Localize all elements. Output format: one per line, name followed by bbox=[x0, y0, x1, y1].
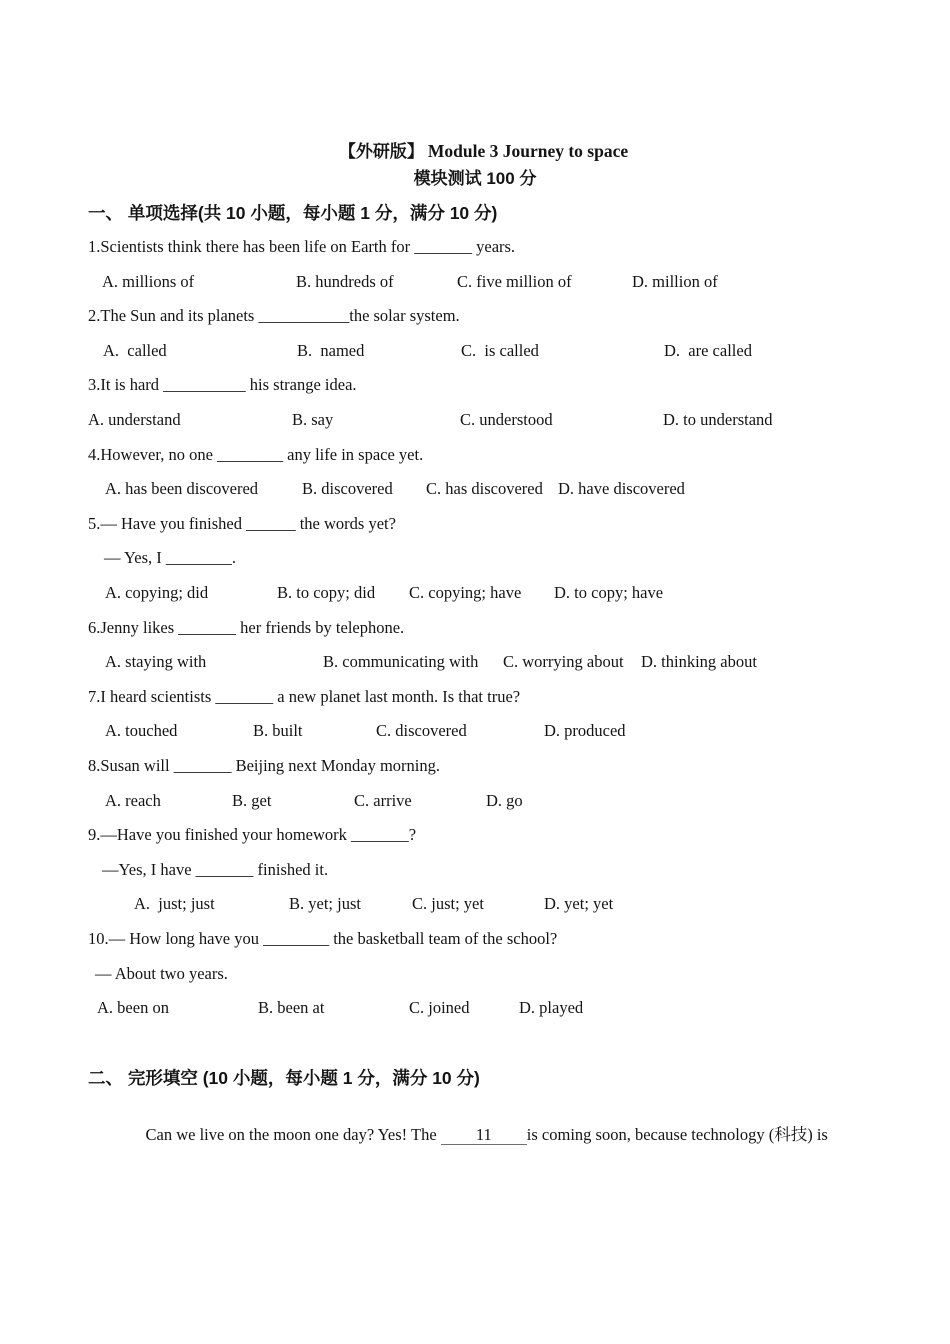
option-b: B. been at bbox=[258, 998, 325, 1017]
option-a: A. just; just bbox=[134, 894, 215, 913]
question-options bbox=[0, 651, 950, 674]
question-options bbox=[0, 409, 950, 432]
option-d: D. to understand bbox=[663, 410, 773, 429]
option-c: C. understood bbox=[460, 410, 553, 429]
question-stem: 7.I heard scientists _______ a new planet last month. Is that true? bbox=[88, 687, 521, 706]
question-options bbox=[0, 478, 950, 501]
option-b: B. say bbox=[292, 410, 334, 429]
option-c: C. joined bbox=[409, 998, 470, 1017]
doc-subtitle: 模块测试 100 分 bbox=[413, 169, 537, 188]
option-b: B. built bbox=[253, 721, 303, 740]
option-b: B. get bbox=[232, 791, 272, 810]
option-d: D. million of bbox=[632, 272, 718, 291]
option-a: A. reach bbox=[105, 791, 161, 810]
doc-title-prefix: 【外研版】 bbox=[338, 142, 424, 161]
question-stem: 4.However, no one ________ any life in space yet. bbox=[88, 445, 424, 464]
question-stem: 8.Susan will _______ Beijing next Monday morning. bbox=[88, 756, 440, 775]
option-c: C. arrive bbox=[354, 791, 412, 810]
question-stem-line2: — About two years. bbox=[95, 964, 228, 983]
option-c: C. worrying about bbox=[503, 652, 624, 671]
question-options bbox=[0, 582, 950, 605]
option-c: C. is called bbox=[461, 341, 539, 360]
option-b: B. discovered bbox=[302, 479, 393, 498]
option-b: B. to copy; did bbox=[277, 583, 376, 602]
doc-title-text: Module 3 Journey to space bbox=[427, 141, 629, 161]
question-stem-line2: — Yes, I ________. bbox=[104, 548, 237, 567]
option-a: A. millions of bbox=[102, 272, 195, 291]
option-c: C. five million of bbox=[457, 272, 572, 291]
option-c: C. discovered bbox=[376, 721, 467, 740]
option-d: D. to copy; have bbox=[554, 583, 664, 602]
option-c: C. just; yet bbox=[412, 894, 484, 913]
question-stem-line2: —Yes, I have _______ finished it. bbox=[102, 860, 329, 879]
question-options bbox=[0, 893, 950, 916]
option-d: D. thinking about bbox=[641, 652, 757, 671]
question-stem: 10.— How long have you ________ the basketball team of the school? bbox=[88, 929, 558, 948]
option-b: B. yet; just bbox=[289, 894, 361, 913]
option-d: D. go bbox=[486, 791, 523, 810]
option-a: A. been on bbox=[97, 998, 169, 1017]
question-options bbox=[0, 271, 950, 294]
question-stem: 9.—Have you finished your homework _______? bbox=[88, 825, 417, 844]
question-stem: 3.It is hard __________ his strange idea. bbox=[88, 375, 357, 394]
question-stem: 5.— Have you finished ______ the words yet? bbox=[88, 514, 396, 533]
option-d: D. have discovered bbox=[558, 479, 685, 498]
option-b: B. named bbox=[297, 341, 365, 360]
option-a: A. touched bbox=[105, 721, 178, 740]
passage-text-after: is coming soon, because technology (科技) is bbox=[526, 1125, 828, 1144]
question-options bbox=[0, 340, 950, 363]
cloze-passage-line bbox=[129, 1102, 828, 1168]
section-two-heading: 二、 完形填空 (10 小题，每小题 1 分，满分 10 分) bbox=[88, 1068, 480, 1088]
option-b: B. communicating with bbox=[323, 652, 479, 671]
question-stem: 2.The Sun and its planets ___________the solar system. bbox=[88, 306, 460, 325]
option-d: D. produced bbox=[544, 721, 626, 740]
section-one-heading: 一、 单项选择(共 10 小题，每小题 1 分，满分 10 分) bbox=[88, 203, 498, 223]
cloze-blank-11: 11 bbox=[441, 1126, 527, 1145]
option-a: A. has been discovered bbox=[105, 479, 259, 498]
passage-text-before: Can we live on the moon one day? Yes! The bbox=[145, 1125, 441, 1144]
question-options bbox=[0, 790, 950, 813]
option-c: C. has discovered bbox=[426, 479, 543, 498]
option-d: D. yet; yet bbox=[544, 894, 614, 913]
option-a: A. called bbox=[103, 341, 167, 360]
question-stem: 1.Scientists think there has been life on Earth for _______ years. bbox=[88, 237, 516, 256]
question-options bbox=[0, 720, 950, 743]
question-stem: 6.Jenny likes _______ her friends by telephone. bbox=[88, 618, 405, 637]
option-d: D. played bbox=[519, 998, 584, 1017]
option-a: A. copying; did bbox=[105, 583, 209, 602]
option-a: A. staying with bbox=[105, 652, 207, 671]
question-options bbox=[0, 997, 950, 1020]
option-b: B. hundreds of bbox=[296, 272, 394, 291]
option-d: D. are called bbox=[664, 341, 752, 360]
option-c: C. copying; have bbox=[409, 583, 522, 602]
option-a: A. understand bbox=[88, 410, 181, 429]
